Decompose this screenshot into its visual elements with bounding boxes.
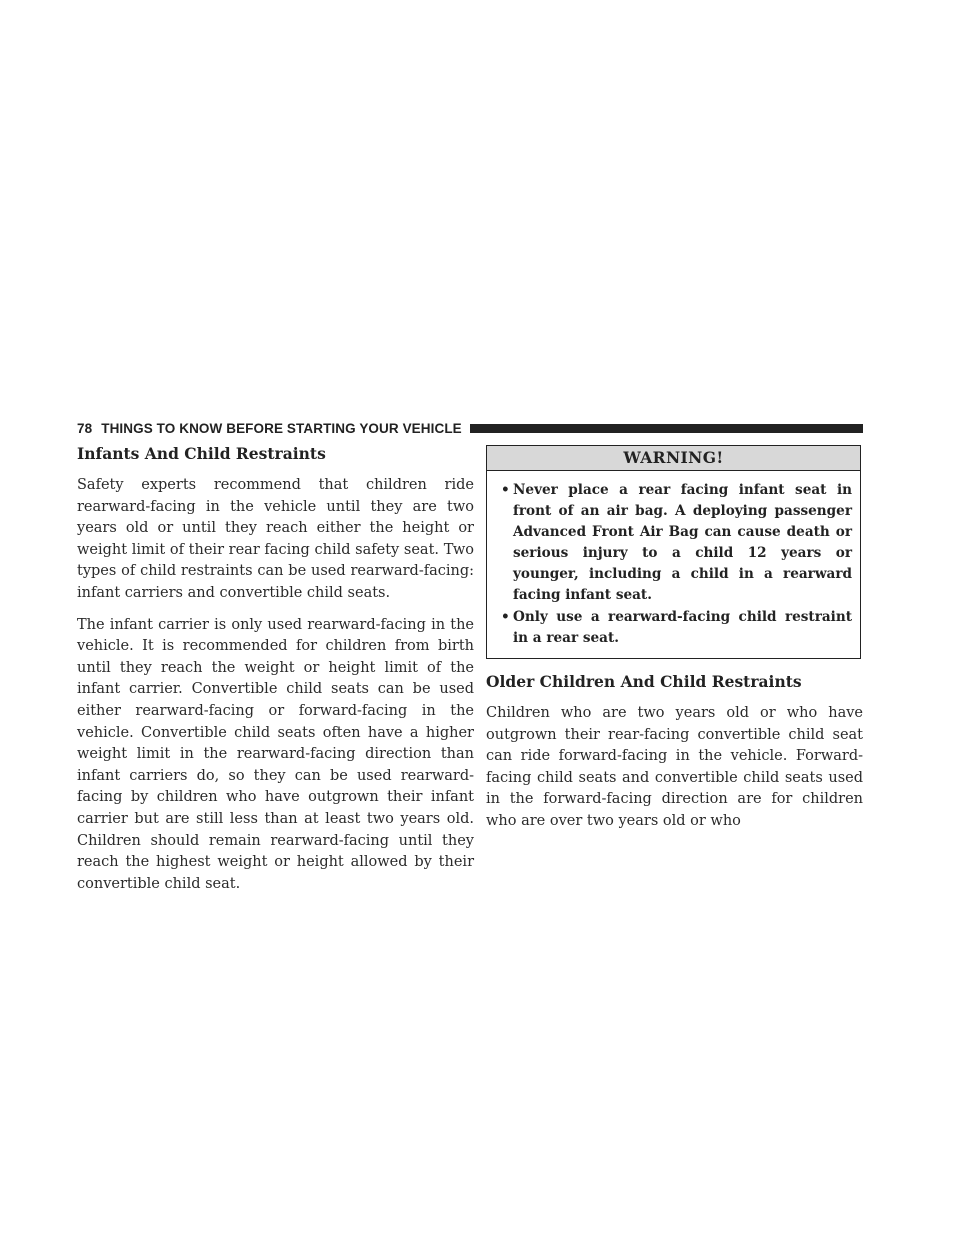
warning-item xyxy=(501,607,852,649)
page-number: 78 xyxy=(77,420,93,436)
heading-older-children: Older Children And Child Restraints xyxy=(486,672,802,691)
warning-box xyxy=(486,445,861,659)
right-column xyxy=(486,443,863,833)
heading-infants: Infants And Child Restraints xyxy=(77,444,326,463)
warning-item xyxy=(501,480,852,606)
paragraph-safety-experts: Safety experts recommend that children ride rearward-facing in the vehicle until they are two years old or until they reach either the height or weight limit of their rear facing child safety seat. Two types of child restraints can be used rearward-facing: infant carriers and convertible child seats. xyxy=(77,477,474,601)
header-rule xyxy=(470,424,863,433)
warning-title: WARNING! xyxy=(487,446,860,471)
paragraph-infant-carrier: The infant carrier is only used rearward-facing in the vehicle. It is recommended for children from birth until they reach the weight or height limit of the infant carrier. Convertible child seats can be used either rearward-facing or forward-facing in the vehicle. Convertible child seats often have a higher weight limit in the rearward-facing direction than infant carriers do, so they can be used rearward-facing by children who have outgrown their infant carrier but are still less than at least two years old. Children should remain rearward-facing until they reach the highest weight or height allowed by their convertible child seat. xyxy=(77,616,474,892)
paragraph-older-children: Children who are two years old or who have outgrown their rear-facing convertible child seat can ride forward-facing in the vehicle. Forward-facing child seats and convertible child seats used in the forward-facing direction are for children who are over two years old or who xyxy=(486,705,863,829)
warning-item-text: Never place a rear facing infant seat in front of an air bag. A deploying passenger Advanced Front Air Bag can cause death or serious injury to a child 12 years or younger, including a child in a rearward facing infant seat. xyxy=(513,482,852,603)
bullet-icon: • xyxy=(501,482,510,498)
bullet-icon: • xyxy=(501,609,510,625)
warning-list xyxy=(487,471,860,658)
left-column xyxy=(77,443,474,895)
warning-item-text: Only use a rearward-facing child restraint in a rear seat. xyxy=(513,609,852,646)
section-title: THINGS TO KNOW BEFORE STARTING YOUR VEHICLE xyxy=(101,420,462,436)
page-header xyxy=(77,418,863,438)
